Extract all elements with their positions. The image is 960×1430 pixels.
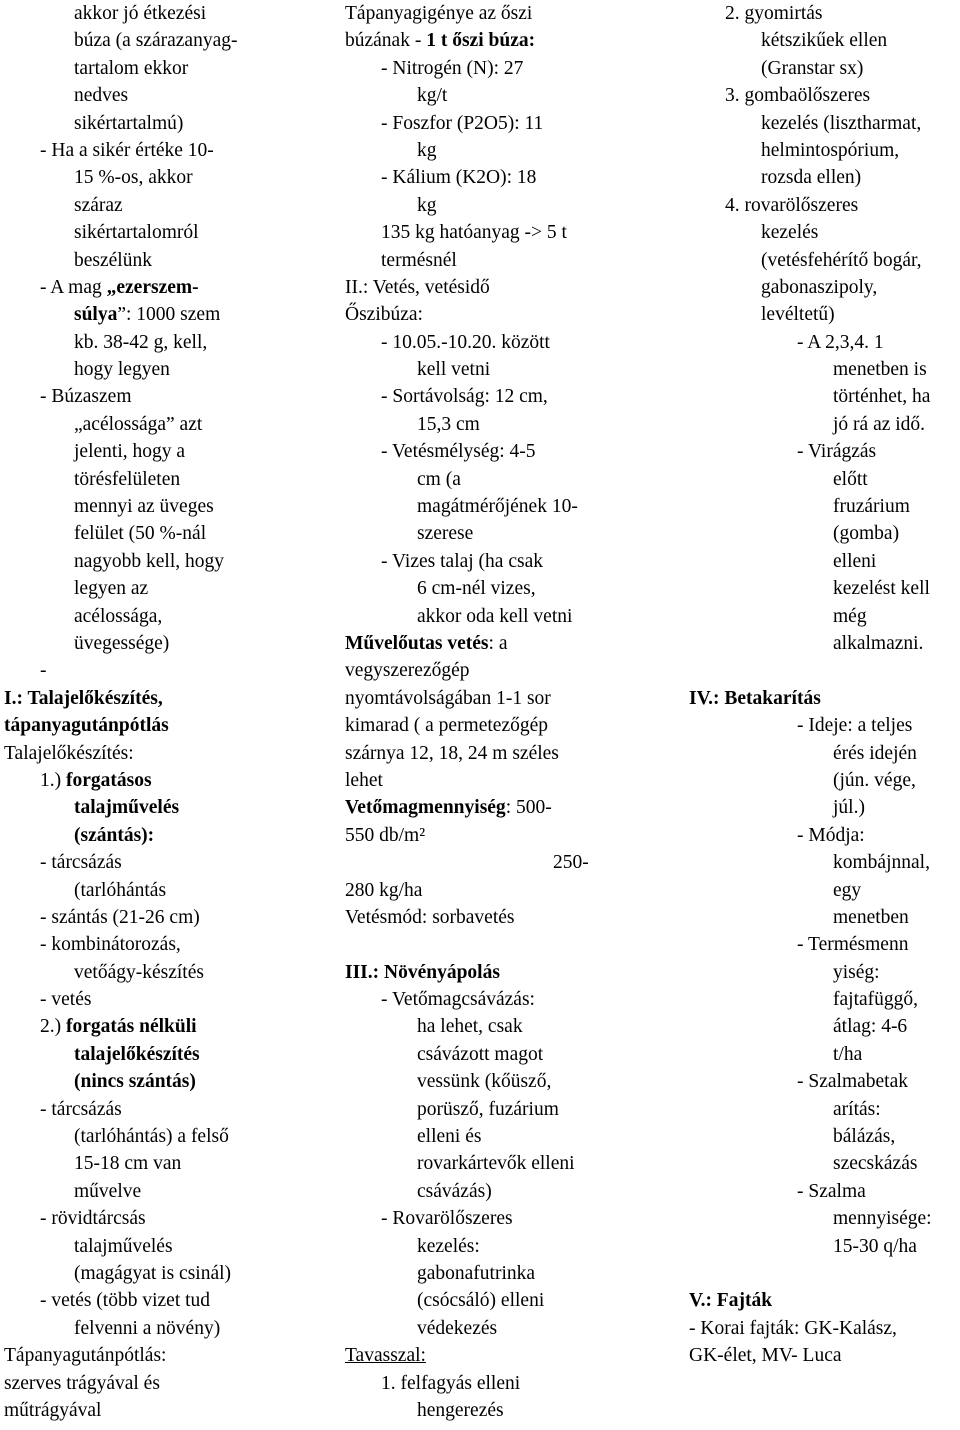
- col1-line: beszélünk: [74, 249, 152, 271]
- col1-line: I.: Talajelőkészítés,: [4, 687, 163, 709]
- col2-line: Őszibúza:: [345, 304, 423, 326]
- col3-line: - Ideje: a teljes: [797, 715, 913, 737]
- col3-line: kezelést kell: [833, 578, 930, 600]
- col1-line: - Ha a sikér értéke 10-: [40, 139, 214, 161]
- col2-line: ha lehet, csak: [417, 1016, 523, 1038]
- col1-line: felület (50 %-nál: [74, 523, 207, 545]
- col1-line: felvenni a növény): [74, 1317, 221, 1339]
- col3-line: kétszikűek ellen: [761, 30, 888, 52]
- col2-line: szerese: [417, 523, 474, 545]
- col1-line: vetőágy-készítés: [74, 961, 204, 983]
- col2-line: III.: Növényápolás: [345, 961, 500, 983]
- col2-line: kg: [417, 139, 437, 161]
- col3-line: kombájnnal,: [833, 852, 930, 874]
- col2-line: búzának - 1 t őszi búza:: [345, 30, 536, 52]
- col3-line: 4. rovarölőszeres: [725, 194, 859, 216]
- col2-line: magátmérőjének 10-: [417, 496, 578, 518]
- col2-line: - Foszfor (P2O5): 11: [381, 112, 544, 134]
- col1-line: (szántás):: [74, 824, 155, 846]
- col2-line: - Sortávolság: 12 cm,: [381, 386, 548, 408]
- col1-line: tápanyagutánpótlás: [4, 715, 169, 737]
- col3-line: gabonaszipoly,: [761, 276, 878, 298]
- col1-line: - kombinátorozás,: [40, 934, 181, 956]
- col3-line: (Granstar sx): [761, 57, 864, 79]
- col1-line: 15 %-os, akkor: [74, 167, 193, 189]
- col1-line: - tárcsázás: [40, 1098, 122, 1120]
- col2-line: kimarad ( a permetezőgép: [345, 715, 549, 737]
- col3-line: - Korai fajták: GK-Kalász,: [689, 1317, 897, 1339]
- col1-line: (nincs szántás): [74, 1071, 196, 1093]
- col3-line: bálázás,: [833, 1126, 896, 1148]
- col2-line: 250-: [553, 852, 589, 874]
- col1-line: talajelőkészítés: [74, 1043, 200, 1065]
- col1-line: -: [40, 660, 47, 682]
- col2-line: rovarkártevők elleni: [417, 1153, 575, 1175]
- col1-line: - rövidtárcsás: [40, 1208, 146, 1230]
- col2-line: kezelés:: [417, 1235, 480, 1257]
- col3-line: [689, 1260, 960, 1287]
- col2-line: szárnya 12, 18, 24 m széles: [345, 742, 559, 764]
- col3-line: - Módja:: [797, 824, 865, 846]
- col3-line: (gomba): [833, 523, 900, 545]
- col2-line: lehet: [345, 769, 383, 791]
- col2-line: vegyszerezőgép: [345, 660, 470, 682]
- col1-line: „acélossága” azt: [74, 413, 203, 435]
- col1-line: akkor jó étkezési: [74, 3, 207, 24]
- col2-line: nyomtávolságában 1-1 sor: [345, 687, 551, 709]
- col1-line: hogy legyen: [74, 359, 170, 381]
- col1-line: műtrágyával: [4, 1399, 102, 1421]
- col3-line: levéltetű): [761, 304, 835, 326]
- col2-line: - Vetésmélység: 4-5: [381, 441, 536, 463]
- col1-line: legyen az: [74, 578, 149, 600]
- col3-line: kezelés: [761, 222, 819, 244]
- col1-line: 15-18 cm van: [74, 1153, 182, 1175]
- col3-line: IV.: Betakarítás: [689, 687, 821, 709]
- col3-line: fajtafüggő,: [833, 989, 919, 1011]
- col2-line: vessünk (kőüsző,: [417, 1071, 552, 1093]
- col2-line: (csócsáló) elleni: [417, 1290, 545, 1312]
- col3-line: mennyisége:: [833, 1208, 932, 1230]
- col2-line: - 10.05.-10.20. között: [381, 331, 550, 353]
- col2-line: gabonafutrinka: [417, 1262, 536, 1284]
- col3-line: elleni: [833, 550, 877, 572]
- col3-line: előtt: [833, 468, 868, 490]
- col2-line: akkor oda kell vetni: [417, 605, 573, 627]
- col1-line: Tápanyagutánpótlás:: [4, 1345, 167, 1367]
- col2-line: Vetésmód: sorbavetés: [345, 906, 515, 928]
- col2-line: csávázás): [417, 1180, 492, 1202]
- col1-line: tartalom ekkor: [74, 57, 189, 79]
- col1-line: nagyobb kell, hogy: [74, 550, 225, 572]
- col1-line: - vetés: [40, 989, 92, 1011]
- col3-line: - Szalma: [797, 1180, 866, 1202]
- col3-line: átlag: 4-6: [833, 1016, 908, 1038]
- col2-line: kg/t: [417, 85, 448, 107]
- col3-line: menetben: [833, 906, 909, 928]
- col3-line: fruzárium: [833, 496, 910, 518]
- col1-line: acélossága,: [74, 605, 163, 627]
- col2-line: Tavasszal:: [345, 1345, 426, 1367]
- col2-line: - Vizes talaj (ha csak: [381, 550, 543, 572]
- col2-line: - Rovarölőszeres: [381, 1208, 513, 1230]
- col1-line: (tarlóhántás: [74, 879, 167, 901]
- col2-line: 550 db/m²: [345, 824, 426, 846]
- col1-line: művelve: [74, 1180, 142, 1202]
- col1-line: üvegessége): [74, 632, 170, 654]
- col3-line: menetben is: [833, 359, 927, 381]
- col1-line: Talajelőkészítés:: [4, 742, 134, 764]
- col2-line: - Kálium (K2O): 18: [381, 167, 537, 189]
- col1-line: sikértartalomról: [74, 222, 199, 244]
- col1-line: mennyi az üveges: [74, 496, 214, 518]
- col2-line: kell vetni: [417, 359, 491, 381]
- col1-line: talajművelés: [74, 797, 180, 819]
- col3-line: szecskázás: [833, 1153, 918, 1175]
- col3-line: helmintospórium,: [761, 139, 900, 161]
- column-2: [345, 0, 690, 1424]
- col3-line: - A 2,3,4. 1: [797, 331, 884, 353]
- col2-line: 135 kg hatóanyag -> 5 t: [381, 222, 567, 244]
- col3-line: (jún. vége,: [833, 769, 916, 791]
- col2-line: [345, 931, 690, 958]
- column-1: [4, 0, 334, 1424]
- col2-line: 15,3 cm: [417, 413, 480, 435]
- col3-line: GK-élet, MV- Luca: [689, 1345, 842, 1367]
- col1-line: száraz: [74, 194, 123, 216]
- col1-line: sikértartalmú): [74, 112, 184, 134]
- col2-line: védekezés: [417, 1317, 498, 1339]
- col1-line: (tarlóhántás) a felső: [74, 1126, 229, 1148]
- col3-line: még: [833, 605, 867, 627]
- col3-line: 15-30 q/ha: [833, 1235, 917, 1257]
- col1-line: szerves trágyával és: [4, 1372, 160, 1394]
- col3-line: történhet, ha: [833, 386, 931, 408]
- col1-line: - tárcsázás: [40, 852, 122, 874]
- col2-line: Művelőutas vetés: a: [345, 632, 508, 654]
- col1-line: búza (a szárazanyag-: [74, 30, 238, 52]
- col1-line: - vetés (több vizet tud: [40, 1290, 211, 1312]
- col2-line: 280 kg/ha: [345, 879, 423, 901]
- col2-line: elleni és: [417, 1126, 482, 1148]
- col3-line: (vetésfehérítő bogár,: [761, 249, 922, 271]
- col2-line: 1. felfagyás elleni: [381, 1372, 521, 1394]
- col3-line: - Termésmenn: [797, 934, 909, 956]
- col2-line: - Nitrogén (N): 27: [381, 57, 524, 79]
- col1-line: jelenti, hogy a: [74, 441, 186, 463]
- col2-line: Vetőmagmennyiség: 500-: [345, 797, 552, 819]
- column-3: [689, 0, 960, 1370]
- col2-line: kg: [417, 194, 437, 216]
- col1-line: - szántás (21-26 cm): [40, 906, 200, 928]
- col1-line: nedves: [74, 85, 129, 107]
- col2-line: Tápanyagigénye az őszi: [345, 3, 533, 24]
- col1-line: törésfelületen: [74, 468, 181, 490]
- col3-line: kezelés (lisztharmat,: [761, 112, 922, 134]
- col3-line: rozsda ellen): [761, 167, 862, 189]
- col3-line: 2. gyomirtás: [725, 3, 823, 24]
- col3-line: alkalmazni.: [833, 632, 924, 654]
- col3-line: t/ha: [833, 1043, 863, 1065]
- col1-line: - A mag „ezerszem-: [40, 276, 199, 298]
- col1-line: kb. 38-42 g, kell,: [74, 331, 208, 353]
- col1-line: 2.) forgatás nélküli: [40, 1016, 197, 1038]
- col3-line: - Virágzás: [797, 441, 877, 463]
- col2-line: - Vetőmagcsávázás:: [381, 989, 535, 1011]
- col3-line: jó rá az idő.: [833, 413, 926, 435]
- col2-line: porüsző, fuzárium: [417, 1098, 559, 1120]
- col1-line: 1.) forgatásos: [40, 769, 152, 791]
- col3-line: érés idején: [833, 742, 917, 764]
- col1-line: - Búzaszem: [40, 386, 132, 408]
- col2-line: hengerezés: [417, 1399, 504, 1421]
- col3-line: yiség:: [833, 961, 880, 983]
- col2-line: II.: Vetés, vetésidő: [345, 276, 490, 298]
- col3-line: júl.): [833, 797, 865, 819]
- col3-line: - Szalmabetak: [797, 1071, 908, 1093]
- col1-line: (magágyat is csinál): [74, 1262, 232, 1284]
- col3-line: 3. gombaölőszeres: [725, 85, 871, 107]
- col3-line: [689, 657, 960, 684]
- col2-line: termésnél: [381, 249, 457, 271]
- col1-line: súlya”: 1000 szem: [74, 304, 221, 326]
- col3-line: V.: Fajták: [689, 1290, 773, 1312]
- col2-line: 6 cm-nél vizes,: [417, 578, 536, 600]
- col2-line: cm (a: [417, 468, 461, 490]
- col3-line: egy: [833, 879, 862, 901]
- col3-line: arítás:: [833, 1098, 881, 1120]
- col1-line: talajművelés: [74, 1235, 173, 1257]
- col2-line: csávázott magot: [417, 1043, 544, 1065]
